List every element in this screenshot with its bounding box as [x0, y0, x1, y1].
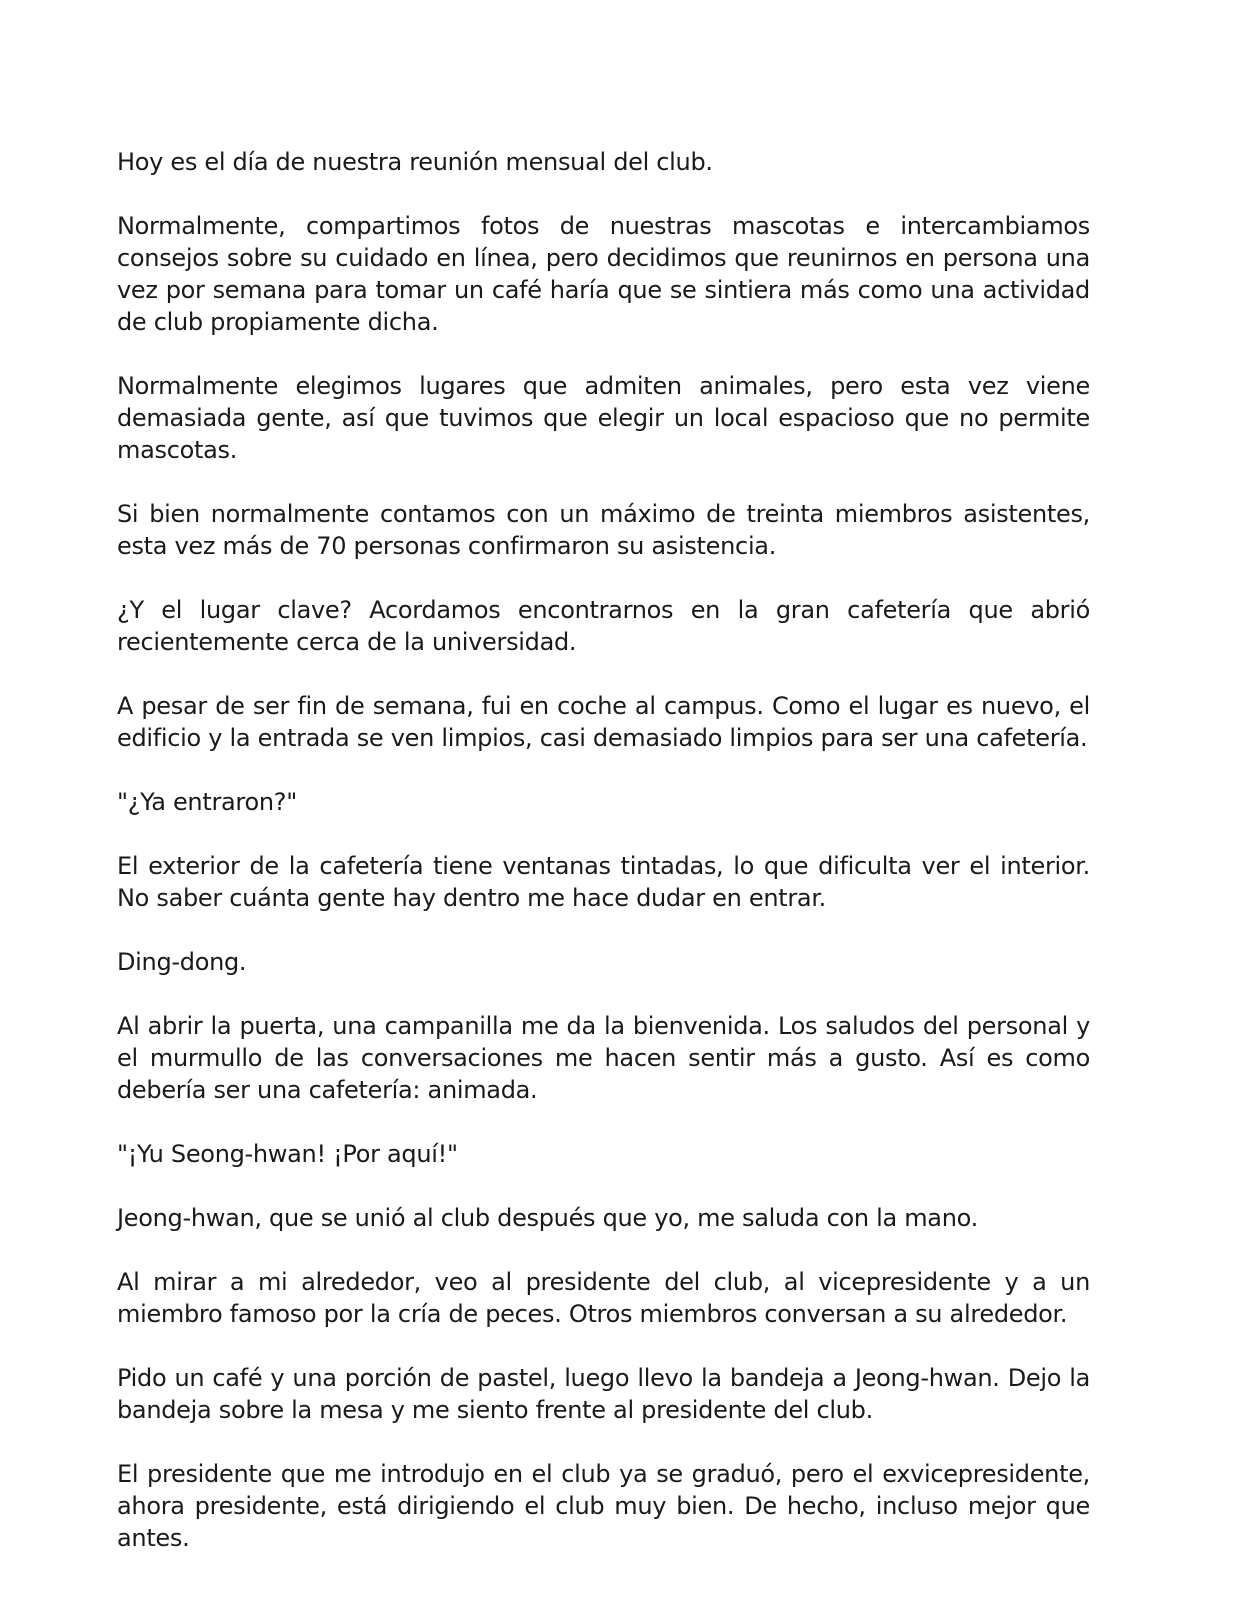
paragraph-15: El presidente que me introdujo en el club ya se graduó, pero el exvicepresidente, ahora presidente, está dirigiendo el club muy bien. De hecho, incluso mejor que antes.	[117, 1460, 1090, 1552]
document-page	[117, 146, 1090, 1586]
paragraph-14: Pido un café y una porción de pastel, luego llevo la bandeja a Jeong-hwan. Dejo la bandeja sobre la mesa y me siento frente al presidente del club.	[117, 1364, 1090, 1424]
paragraph-6: A pesar de ser fin de semana, fui en coche al campus. Como el lugar es nuevo, el edificio y la entrada se ven limpios, casi demasiado limpios para ser una cafetería.	[117, 692, 1090, 752]
paragraph-4: Si bien normalmente contamos con un máximo de treinta miembros asistentes, esta vez más de 70 personas confirmaron su asistencia.	[117, 500, 1090, 560]
paragraph-13: Al mirar a mi alrededor, veo al presidente del club, al vicepresidente y a un miembro famoso por la cría de peces. Otros miembros conversan a su alrededor.	[117, 1268, 1090, 1328]
paragraph-7: "¿Ya entraron?"	[117, 788, 297, 816]
paragraph-9: Ding-dong.	[117, 948, 247, 976]
paragraph-5: ¿Y el lugar clave? Acordamos encontrarnos en la gran cafetería que abrió recientemente cerca de la universidad.	[117, 596, 1090, 656]
paragraph-1: Hoy es el día de nuestra reunión mensual del club.	[117, 148, 713, 176]
paragraph-10: Al abrir la puerta, una campanilla me da la bienvenida. Los saludos del personal y el murmullo de las conversaciones me hacen sentir más a gusto. Así es como debería ser una cafetería: animada.	[117, 1012, 1090, 1104]
paragraph-3: Normalmente elegimos lugares que admiten animales, pero esta vez viene demasiada gente, así que tuvimos que elegir un local espacioso que no permite mascotas.	[117, 372, 1090, 464]
paragraph-2: Normalmente, compartimos fotos de nuestras mascotas e intercambiamos consejos sobre su cuidado en línea, pero decidimos que reunirnos en persona una vez por semana para tomar un café haría que se sintiera más como una actividad de club propiamente dicha.	[117, 212, 1090, 336]
paragraph-11: "¡Yu Seong-hwan! ¡Por aquí!"	[117, 1140, 458, 1168]
paragraph-12: Jeong-hwan, que se unió al club después que yo, me saluda con la mano.	[117, 1204, 978, 1232]
paragraph-8: El exterior de la cafetería tiene ventanas tintadas, lo que dificulta ver el interior. No saber cuánta gente hay dentro me hace dudar en entrar.	[117, 852, 1090, 912]
